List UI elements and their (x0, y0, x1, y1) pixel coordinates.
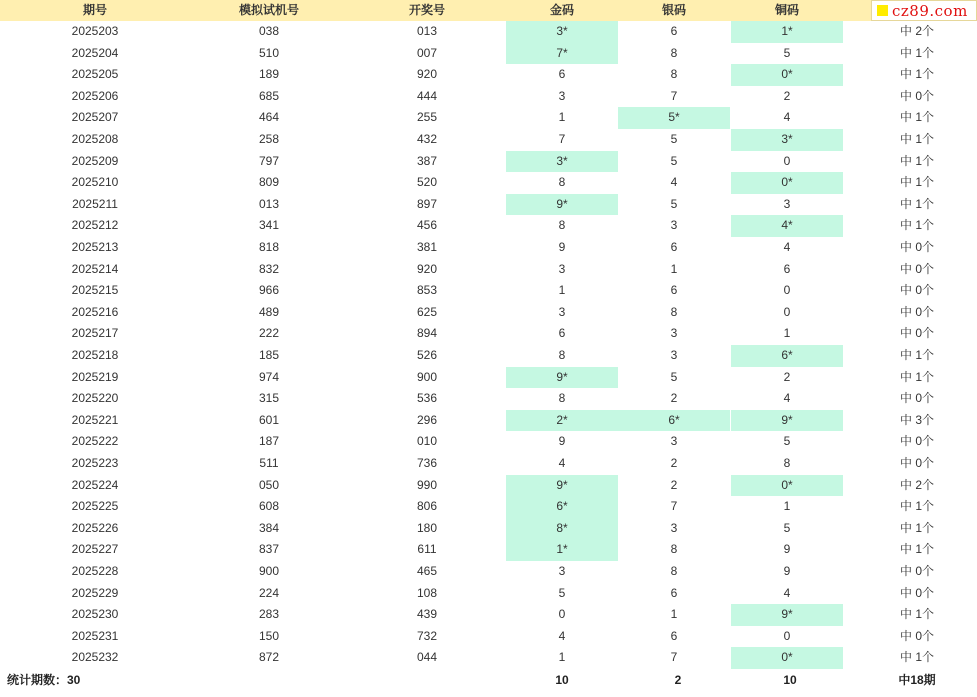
site-logo[interactable] (871, 0, 977, 21)
cell-copper: 5 (783, 45, 791, 60)
cell-sim-number: 601 (258, 412, 280, 427)
table-row (0, 431, 977, 453)
table-row (0, 496, 977, 518)
cell-draw-number: 439 (416, 607, 438, 622)
table-header (0, 0, 977, 21)
cell-silver: 6 (670, 585, 678, 600)
table-row (0, 194, 977, 216)
cell-gold: 1 (558, 650, 566, 665)
footer-count-label: 统计期数：30 (7, 673, 81, 687)
cell-copper: 4 (783, 585, 791, 600)
header-gold: 金码 (549, 3, 574, 17)
cell-copper: 6 (783, 261, 791, 276)
cell-gold: 9* (506, 194, 618, 216)
cell-sim-number: 224 (258, 585, 280, 600)
cell-period: 2025218 (71, 348, 119, 362)
cell-period: 2025227 (71, 542, 119, 557)
cell-sim-number: 900 (258, 564, 280, 578)
cell-copper: 0* (731, 647, 843, 669)
cell-period: 2025214 (71, 261, 119, 276)
cell-gold: 8 (558, 218, 566, 233)
cell-silver: 2 (670, 477, 678, 492)
cell-draw-number: 013 (416, 24, 438, 38)
cell-gold: 4 (558, 456, 566, 470)
table-row (0, 345, 977, 367)
cell-copper: 0 (783, 304, 791, 319)
cell-gold: 9 (558, 240, 566, 254)
cell-silver: 6 (670, 24, 678, 38)
cell-sim-number: 809 (258, 175, 280, 190)
cell-result: 中 1个 (899, 520, 934, 535)
cell-sim-number: 872 (258, 650, 280, 665)
cell-period: 2025220 (71, 391, 119, 406)
cell-sim-number: 685 (258, 88, 280, 103)
cell-result: 中 2个 (899, 24, 934, 38)
cell-draw-number: 736 (416, 456, 438, 470)
cell-sim-number: 283 (258, 607, 280, 622)
cell-copper: 0* (731, 475, 843, 497)
cell-draw-number: 611 (417, 542, 437, 557)
cell-copper: 5 (783, 520, 791, 535)
cell-period: 2025212 (71, 218, 119, 233)
cell-period: 2025207 (71, 110, 119, 125)
cell-draw-number: 894 (416, 326, 438, 341)
cell-period: 2025216 (71, 304, 119, 319)
table-row (0, 410, 977, 432)
table-footer (0, 669, 977, 691)
cell-sim-number: 966 (258, 283, 280, 298)
cell-draw-number: 806 (416, 499, 438, 514)
cell-silver: 8 (670, 67, 678, 82)
cell-gold: 3 (558, 564, 566, 578)
cell-copper: 5 (783, 434, 791, 449)
cell-copper: 9* (731, 604, 843, 626)
cell-gold: 0 (558, 607, 566, 622)
cell-period: 2025206 (71, 88, 119, 103)
cell-draw-number: 732 (416, 628, 438, 643)
cell-sim-number: 050 (258, 477, 280, 492)
cell-silver: 3 (670, 434, 678, 449)
cell-draw-number: 625 (416, 304, 438, 319)
cell-copper: 0 (783, 283, 791, 298)
cell-silver: 2 (670, 391, 678, 406)
table-row (0, 43, 977, 65)
logo-square-icon (877, 5, 888, 16)
cell-silver: 3 (670, 520, 678, 535)
table-row (0, 280, 977, 302)
cell-silver: 7 (670, 650, 678, 665)
cell-copper: 9* (731, 410, 843, 432)
cell-sim-number: 837 (258, 542, 280, 557)
footer-silver-total: 2 (674, 673, 682, 687)
cell-sim-number: 464 (258, 110, 280, 125)
cell-sim-number: 013 (258, 196, 280, 211)
cell-copper: 3* (731, 129, 843, 151)
cell-result: 中 1个 (899, 132, 934, 146)
cell-draw-number: 381 (416, 240, 438, 254)
cell-sim-number: 797 (258, 153, 280, 168)
cell-gold: 3 (558, 261, 566, 276)
cell-result: 中 1个 (899, 348, 934, 362)
table-row (0, 151, 977, 173)
cell-sim-number: 818 (258, 240, 280, 254)
cell-sim-number: 185 (258, 348, 280, 362)
cell-copper: 4* (731, 215, 843, 237)
table-row (0, 172, 977, 194)
table-row (0, 237, 977, 259)
cell-result: 中 0个 (899, 434, 934, 449)
table-row (0, 475, 977, 497)
cell-result: 中 0个 (899, 456, 934, 470)
cell-gold: 3 (558, 88, 566, 103)
footer-result-total: 中18期 (898, 673, 936, 687)
cell-copper: 4 (783, 391, 791, 406)
cell-gold: 3* (506, 21, 618, 43)
cell-gold: 2* (506, 410, 618, 432)
cell-result: 中 0个 (899, 628, 934, 643)
cell-result: 中 1个 (899, 369, 934, 384)
cell-gold: 8 (558, 175, 566, 190)
table-row (0, 518, 977, 540)
table-row (0, 64, 977, 86)
cell-draw-number: 990 (416, 477, 438, 492)
cell-gold: 6* (506, 496, 618, 518)
cell-gold: 9* (506, 475, 618, 497)
cell-silver: 8 (670, 45, 678, 60)
table-row (0, 626, 977, 648)
cell-period: 2025231 (71, 628, 119, 643)
header-period: 期号 (82, 3, 107, 17)
cell-silver: 8 (670, 304, 678, 319)
cell-period: 2025225 (71, 499, 119, 514)
cell-gold: 3 (558, 304, 566, 319)
cell-gold: 3* (506, 151, 618, 173)
cell-silver: 5 (670, 196, 678, 211)
cell-sim-number: 038 (258, 24, 280, 38)
cell-gold: 7 (558, 132, 566, 146)
header-sim-number: 模拟试机号 (238, 3, 299, 17)
cell-gold: 9* (506, 367, 618, 389)
cell-silver: 6 (670, 240, 678, 254)
cell-period: 2025221 (71, 412, 119, 427)
cell-result: 中 1个 (899, 153, 934, 168)
cell-result: 中 0个 (899, 326, 934, 341)
cell-copper: 1 (783, 326, 791, 341)
cell-gold: 1* (506, 539, 618, 561)
cell-draw-number: 255 (416, 110, 438, 125)
cell-draw-number: 108 (416, 585, 438, 600)
cell-sim-number: 222 (258, 326, 280, 341)
cell-sim-number: 511 (259, 456, 279, 470)
cell-copper: 9 (783, 542, 791, 557)
cell-sim-number: 341 (258, 218, 280, 233)
cell-gold: 6 (558, 67, 566, 82)
cell-silver: 6 (670, 283, 678, 298)
table-row (0, 561, 977, 583)
cell-period: 2025224 (71, 477, 119, 492)
cell-period: 2025217 (71, 326, 119, 341)
cell-draw-number: 897 (416, 196, 438, 211)
cell-silver: 3 (670, 326, 678, 341)
table-row (0, 107, 977, 129)
cell-copper: 0* (731, 172, 843, 194)
cell-result: 中 0个 (899, 391, 934, 406)
cell-period: 2025209 (71, 153, 119, 168)
cell-silver: 1 (670, 261, 678, 276)
table-row (0, 129, 977, 151)
logo-text: cz89.com (892, 1, 968, 20)
cell-copper: 0* (731, 64, 843, 86)
cell-result: 中 1个 (899, 110, 934, 125)
cell-result: 中 0个 (899, 585, 934, 600)
cell-draw-number: 432 (416, 132, 438, 146)
table-row (0, 583, 977, 605)
cell-result: 中 2个 (899, 477, 934, 492)
cell-silver: 8 (670, 542, 678, 557)
cell-copper: 1 (783, 499, 791, 514)
cell-copper: 4 (783, 110, 791, 125)
cell-result: 中 1个 (899, 45, 934, 60)
cell-period: 2025226 (71, 520, 119, 535)
cell-result: 中 0个 (899, 564, 934, 578)
cell-period: 2025205 (71, 67, 119, 82)
cell-gold: 5 (558, 585, 566, 600)
cell-silver: 5 (670, 153, 678, 168)
cell-result: 中 0个 (899, 88, 934, 103)
cell-silver: 1 (670, 607, 678, 622)
cell-gold: 1 (558, 110, 566, 125)
cell-result: 中 1个 (899, 175, 934, 190)
table-row (0, 367, 977, 389)
cell-result: 中 1个 (899, 607, 934, 622)
cell-result: 中 1个 (899, 218, 934, 233)
cell-sim-number: 384 (258, 520, 280, 535)
cell-result: 中 0个 (899, 240, 934, 254)
table-row (0, 539, 977, 561)
cell-period: 2025223 (71, 456, 119, 470)
cell-copper: 4 (783, 240, 791, 254)
cell-copper: 9 (783, 564, 791, 578)
cell-result: 中 1个 (899, 542, 934, 557)
cell-period: 2025213 (71, 240, 119, 254)
cell-gold: 8 (558, 391, 566, 406)
cell-period: 2025204 (71, 45, 119, 60)
cell-period: 2025232 (71, 650, 119, 665)
cell-silver: 2 (670, 456, 678, 470)
cell-sim-number: 315 (258, 391, 280, 406)
cell-silver: 5* (618, 107, 730, 129)
cell-period: 2025228 (71, 564, 119, 578)
cell-result: 中 3个 (899, 412, 934, 427)
cell-copper: 2 (783, 369, 791, 384)
table-row (0, 215, 977, 237)
cell-gold: 4 (558, 628, 566, 643)
cell-silver: 6 (670, 628, 678, 643)
cell-copper: 2 (783, 88, 791, 103)
cell-copper: 8 (783, 456, 791, 470)
cell-gold: 8* (506, 518, 618, 540)
cell-silver: 4 (670, 175, 678, 190)
cell-copper: 0 (783, 153, 791, 168)
table-row (0, 323, 977, 345)
cell-sim-number: 150 (258, 628, 280, 643)
cell-gold: 8 (558, 348, 566, 362)
cell-silver: 3 (670, 348, 678, 362)
cell-period: 2025203 (71, 24, 119, 38)
cell-silver: 7 (670, 499, 678, 514)
table-row (0, 388, 977, 410)
table-row (0, 21, 977, 43)
cell-copper: 3 (783, 196, 791, 211)
cell-sim-number: 608 (258, 499, 280, 514)
cell-silver: 7 (670, 88, 678, 103)
cell-draw-number: 296 (416, 412, 438, 427)
cell-gold: 7* (506, 43, 618, 65)
cell-draw-number: 526 (416, 348, 438, 362)
footer-gold-total: 10 (555, 673, 569, 687)
cell-sim-number: 187 (258, 434, 280, 449)
cell-result: 中 0个 (899, 304, 934, 319)
cell-gold: 1 (558, 283, 566, 298)
cell-draw-number: 387 (416, 153, 438, 168)
cell-sim-number: 489 (258, 304, 280, 319)
cell-result: 中 0个 (899, 261, 934, 276)
cell-draw-number: 456 (416, 218, 438, 233)
header-silver: 银码 (661, 3, 686, 17)
cell-gold: 6 (558, 326, 566, 341)
table-row (0, 453, 977, 475)
table-row (0, 259, 977, 281)
header-draw-number: 开奖号 (408, 3, 445, 17)
table-row (0, 647, 977, 669)
cell-result: 中 1个 (899, 67, 934, 82)
cell-period: 2025215 (71, 283, 119, 298)
cell-result: 中 0个 (899, 283, 934, 298)
cell-draw-number: 920 (416, 261, 438, 276)
cell-sim-number: 189 (258, 67, 280, 82)
cell-silver: 5 (670, 369, 678, 384)
table-row (0, 302, 977, 324)
cell-draw-number: 180 (416, 520, 438, 535)
cell-period: 2025230 (71, 607, 119, 622)
cell-sim-number: 510 (258, 45, 280, 60)
cell-period: 2025219 (71, 369, 119, 384)
cell-draw-number: 853 (416, 283, 438, 298)
cell-silver: 3 (670, 218, 678, 233)
cell-period: 2025229 (71, 585, 119, 600)
cell-silver: 5 (670, 132, 678, 146)
cell-result: 中 1个 (899, 499, 934, 514)
cell-draw-number: 900 (416, 369, 438, 384)
cell-draw-number: 007 (416, 45, 438, 60)
cell-period: 2025210 (71, 175, 119, 190)
table-row (0, 604, 977, 626)
cell-draw-number: 044 (416, 650, 438, 665)
cell-draw-number: 520 (416, 175, 438, 190)
cell-copper: 1* (731, 21, 843, 43)
header-copper: 铜码 (774, 3, 799, 17)
cell-gold: 9 (558, 434, 566, 449)
cell-period: 2025208 (71, 132, 119, 146)
cell-period: 2025222 (71, 434, 119, 449)
cell-sim-number: 832 (258, 261, 280, 276)
cell-draw-number: 465 (416, 564, 438, 578)
footer-copper-total: 10 (783, 673, 797, 687)
cell-copper: 0 (783, 628, 791, 643)
cell-sim-number: 974 (258, 369, 280, 384)
table-row (0, 86, 977, 108)
cell-silver: 8 (670, 564, 678, 578)
cell-draw-number: 444 (416, 88, 438, 103)
cell-result: 中 1个 (899, 196, 934, 211)
cell-period: 2025211 (72, 196, 118, 211)
cell-silver: 6* (618, 410, 730, 432)
cell-copper: 6* (731, 345, 843, 367)
cell-draw-number: 010 (416, 434, 438, 449)
cell-draw-number: 536 (416, 391, 438, 406)
cell-result: 中 1个 (899, 650, 934, 665)
cell-draw-number: 920 (416, 67, 438, 82)
cell-sim-number: 258 (258, 132, 280, 146)
